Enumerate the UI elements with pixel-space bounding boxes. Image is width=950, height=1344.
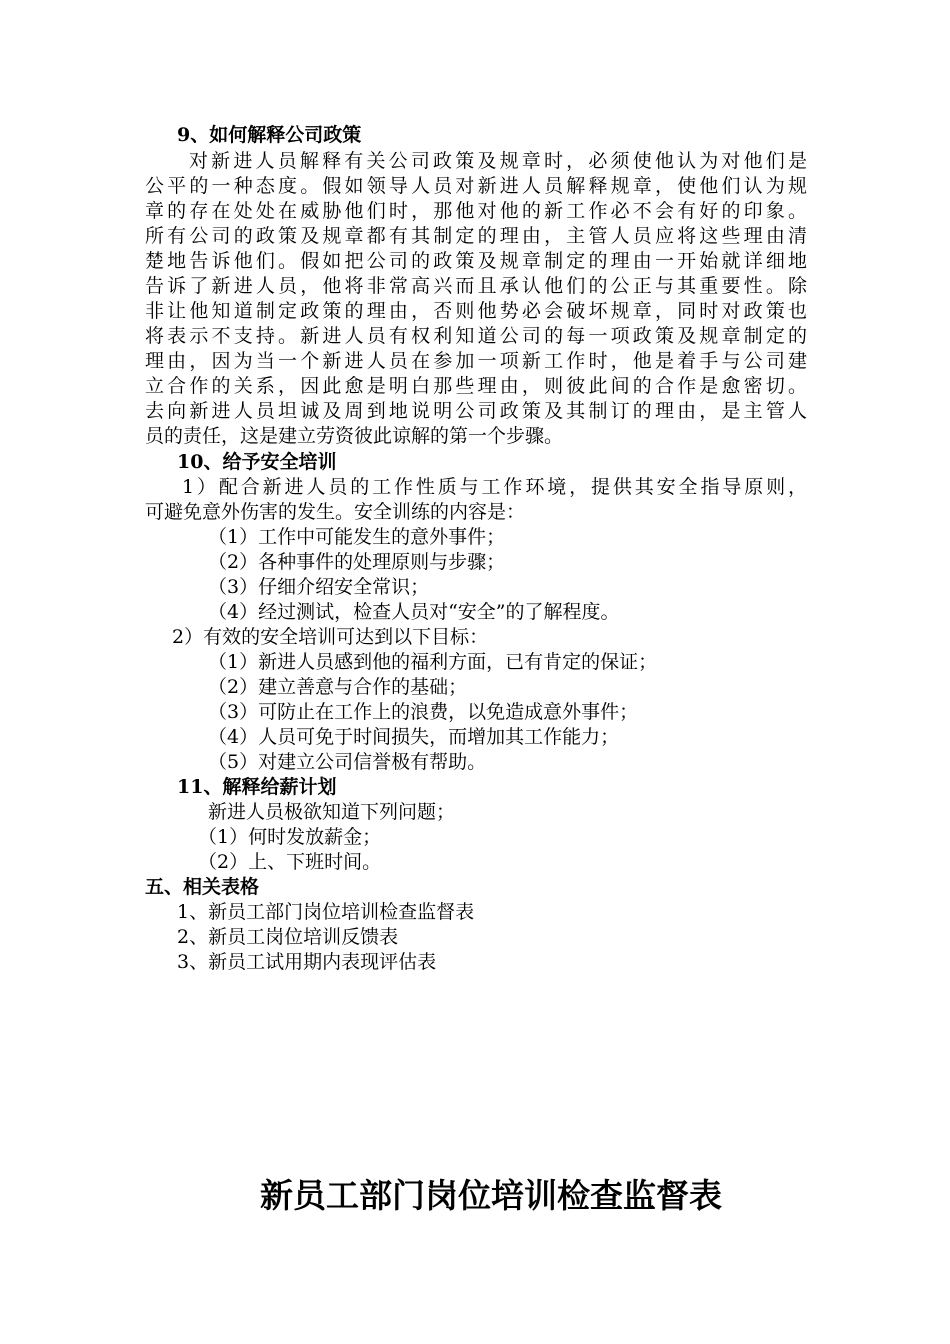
form-list-item: 3、新员工试用期内表现评估表 xyxy=(177,951,437,973)
list-item: （2）各种事件的处理原则与步骤； xyxy=(208,551,506,573)
list-item: （3）仔细介绍安全常识； xyxy=(208,576,430,598)
paragraph-line: 立合作的关系，因此愈是明白那些理由，则彼此间的合作是愈密切。 xyxy=(145,375,807,397)
list-item: （1）工作中可能发生的意外事件； xyxy=(208,526,506,548)
paragraph-line: 所有公司的政策及规章都有其制定的理由，主管人员应将这些理由清 xyxy=(145,225,807,247)
section-11-intro: 新进人员极欲知道下列问题； xyxy=(208,801,456,823)
form-title: 新员工部门岗位培训检查监督表 xyxy=(260,1176,722,1215)
paragraph-line: 公平的一种态度。假如领导人员对新进人员解释规章，使他们认为规 xyxy=(145,175,807,197)
form-list-item: 1、新员工部门岗位培训检查监督表 xyxy=(177,901,475,923)
list-item: （1）何时发放薪金； xyxy=(198,826,382,848)
list-item: （2）上、下班时间。 xyxy=(198,851,382,873)
paragraph-line: 理由，因为当一个新进人员在参加一项新工作时，他是着手与公司建 xyxy=(145,350,807,372)
paragraph-line: 楚地告诉他们。假如把公司的政策及规章制定的理由一开始就详细地 xyxy=(145,250,807,272)
list-item: （3）可防止在工作上的浪费，以免造成意外事件； xyxy=(208,701,639,723)
list-item: （4）经过测试，检查人员对“安全”的了解程度。 xyxy=(208,601,620,623)
point-1-line: 可避免意外伤害的发生。安全训练的内容是： xyxy=(145,501,526,523)
paragraph-line: 员的责任，这是建立劳资彼此谅解的第一个步骤。 xyxy=(145,425,564,447)
list-item: （5）对建立公司信誉极有帮助。 xyxy=(208,751,487,773)
section-11-heading: 11、解释给薪计划 xyxy=(177,776,337,798)
list-item: （4）人员可免于时间损失，而增加其工作能力； xyxy=(208,726,620,748)
list-item: （2）建立善意与合作的基础； xyxy=(208,676,468,698)
paragraph-line: 去向新进人员坦诚及周到地说明公司政策及其制订的理由，是主管人 xyxy=(145,400,807,422)
paragraph-line: 对新进人员解释有关公司政策及规章时，必须使他认为对他们是 xyxy=(189,150,807,172)
point-2-line: 2）有效的安全培训可达到以下目标： xyxy=(172,626,489,648)
section-10-heading: 10、给予安全培训 xyxy=(177,451,337,473)
point-1-line: 1）配合新进人员的工作性质与工作环境，提供其安全指导原则， xyxy=(182,476,807,498)
form-list-item: 2、新员工岗位培训反馈表 xyxy=(177,926,399,948)
section-5-heading: 五、相关表格 xyxy=(145,876,260,898)
paragraph-line: 非让他知道制定政策的理由，否则他势必会破坏规章，同时对政策也 xyxy=(145,300,807,322)
paragraph-line: 将表示不支持。新进人员有权利知道公司的每一项政策及规章制定的 xyxy=(145,325,807,347)
paragraph-line: 章的存在处处在威胁他们时，那他对他的新工作必不会有好的印象。 xyxy=(145,200,807,222)
list-item: （1）新进人员感到他的福利方面，已有肯定的保证； xyxy=(208,651,658,673)
section-9-heading: 9、如何解释公司政策 xyxy=(177,124,362,146)
paragraph-line: 告诉了新进人员，他将非常高兴而且承认他们的公正与其重要性。除 xyxy=(145,275,807,297)
